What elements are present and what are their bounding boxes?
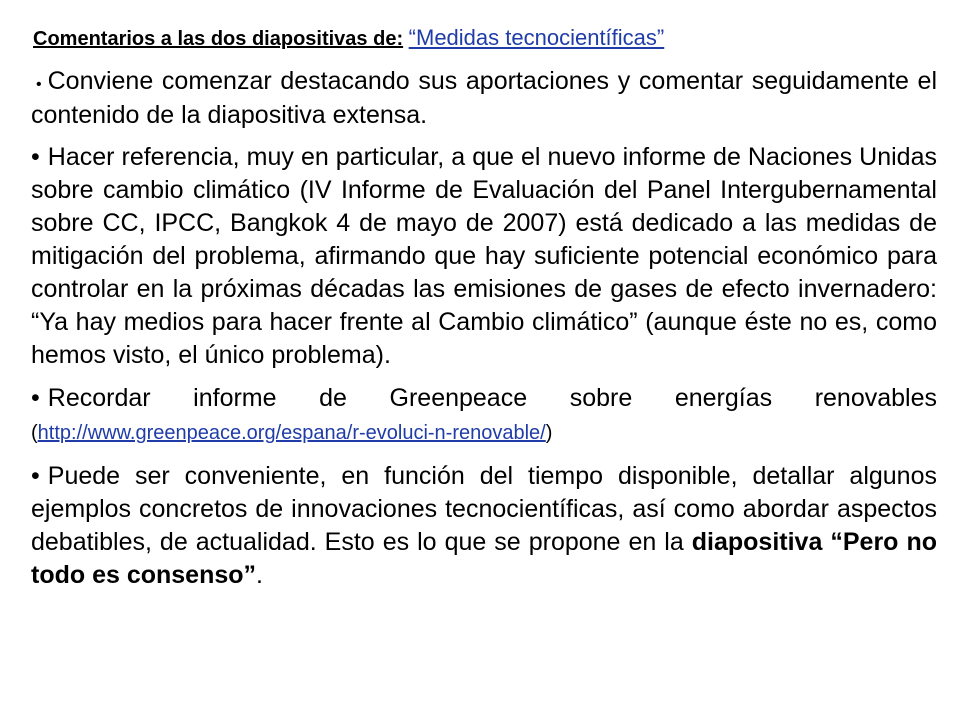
paragraph-un-report-text: Hacer referencia, muy en particular, a que el nuevo informe de Naciones Unidas sobre cambio climático (IV Informe de Evaluación del Panel Intergubernamental sobre CC, IPCC, Bangkok 4 de mayo de 2007) está dedicado a las medidas de mitigación del problema, afirmando que hay suficiente potencial económico para controlar en la próximas décadas las emisiones de gases de efecto invernadero: “Ya hay medios para hacer frente al Cambio climático” (aunque éste no es, como hemos visto, el único problema). [31, 143, 937, 369]
slide-reference: diapositiva “Pero no todo es consenso” [31, 528, 937, 589]
slide-body [31, 66, 937, 592]
bullet-icon: • [31, 143, 40, 171]
bullet-icon: • [31, 384, 40, 412]
paragraph-greenpeace [31, 382, 937, 450]
paragraph-innovations-text: Puede ser conveniente, en función del tiempo disponible, detallar algunos ejemplos concretos de innovaciones tecnocientíficas, así como abordar aspectos debatibles, de actualidad. Esto es lo que se propone en la [31, 462, 937, 556]
slide-title [33, 18, 933, 59]
greenpeace-link[interactable]: http://www.greenpeace.org/espana/r-evoluci-n-renovable/ [37, 422, 546, 444]
paragraph-un-report [31, 141, 937, 372]
paragraph-intro [31, 66, 937, 131]
bullet-icon: • [31, 462, 40, 490]
paragraph-innovations-end: . [256, 561, 263, 589]
title-label: Comentarios a las dos diapositivas de: [33, 28, 404, 50]
paren-open: ( [31, 422, 38, 444]
paragraph-greenpeace-text: Recordar informe de Greenpeace sobre energías renovables [47, 384, 937, 412]
paragraph-innovations [31, 460, 937, 592]
paren-close: ) [545, 422, 553, 444]
paragraph-intro-text: Conviene comenzar destacando sus aportaciones y comentar seguidamente el contenido de la diapositiva extensa. [31, 67, 937, 129]
bullet-icon: • [36, 76, 42, 93]
title-quoted-topic: “Medidas tecnocientíficas” [408, 25, 665, 50]
